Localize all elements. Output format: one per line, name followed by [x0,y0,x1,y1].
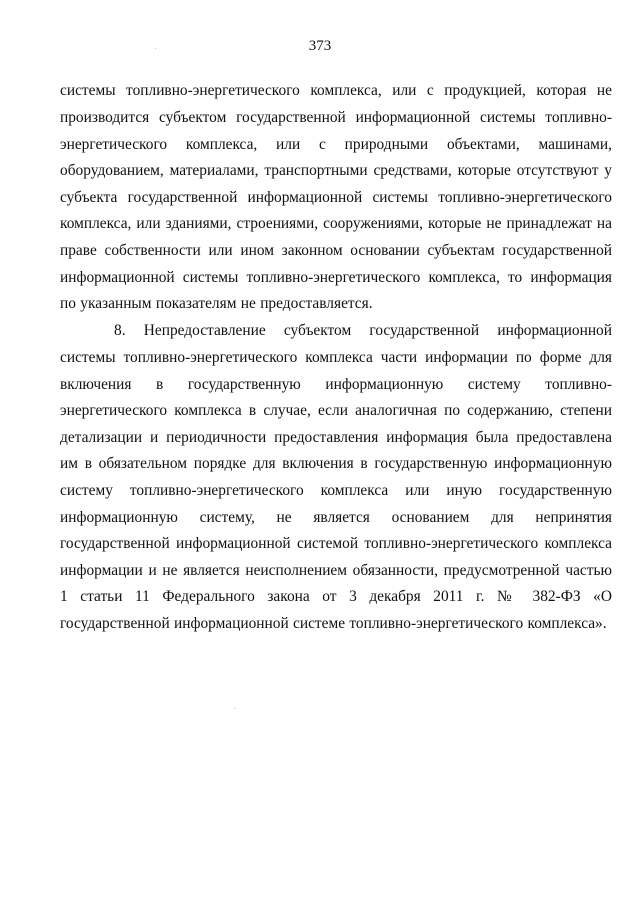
page-number: 373 [308,38,332,54]
scan-artifact [155,48,156,49]
scan-artifact [234,708,235,709]
paragraph-item-8: 8. Непредоставление субъектом государственной информационной системы топливно-энергетического комплекса части информации по форме для включения в государственную информационную систему топливно-энергетического комплекса в случае, если аналогичная по содержанию, степени детализации и периодичности предоставления информация была предоставлена им в обязательном порядке для включения в государственную информационную систему топливно-энергетического комплекса или иную государственную информационную систему, не является основанием для непринятия государственной информационной системой топливно-энергетического комплекса информации и не является неисполнением обязанности, предусмотренной частью 1 статьи 11 Федерального закона от 3 декабря 2011 г. № 382-ФЗ «О государственной информационной системе топливно-энергетического комплекса». [60,322,612,632]
paragraph-continuation: системы топливно-энергетического комплекса, или с продукцией, которая не производится субъектом государственной информационной системы топливно-энергетического комплекса, или с природными объектами, машинами, оборудованием, материалами, транспортными средствами, которые отсутствуют у субъекта государственной информационной системы топливно-энергетического комплекса, или зданиями, строениями, сооружениями, которые не принадлежат на праве собственности или ином законном основании субъектам государственной информационной системы топливно-энергетического комплекса, то информация по указанным показателям не предоставляется. [60,82,612,313]
